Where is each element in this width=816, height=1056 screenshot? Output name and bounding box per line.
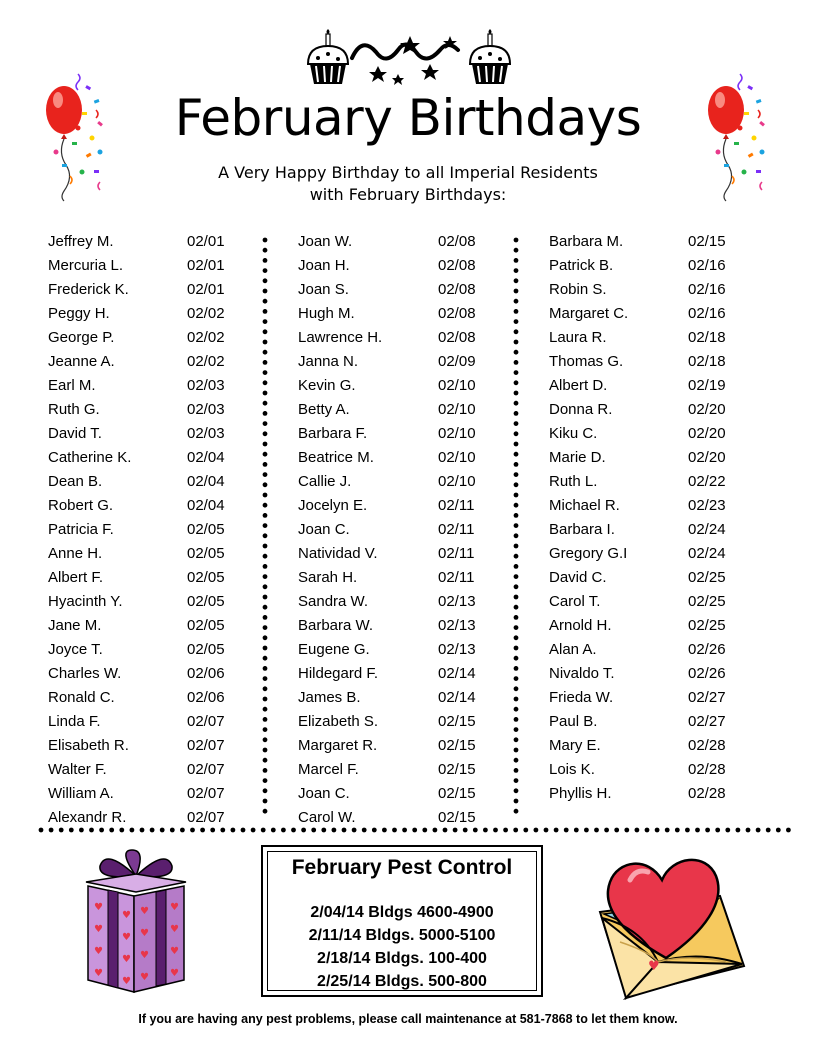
birthday-row (549, 710, 739, 734)
birthday-row (48, 398, 238, 422)
birthday-row (48, 446, 238, 470)
birthday-date: 02/05 (187, 569, 225, 586)
birthday-name: Barbara I. (549, 521, 615, 538)
birthday-name: Carol W. (298, 809, 356, 826)
subtitle (0, 162, 816, 206)
birthday-row (549, 398, 739, 422)
birthday-name: Ronald C. (48, 689, 115, 706)
birthday-row (48, 302, 238, 326)
birthday-name: Jocelyn E. (298, 497, 368, 514)
birthday-date: 02/10 (438, 401, 476, 418)
birthday-row (298, 734, 488, 758)
birthday-date: 02/28 (688, 761, 726, 778)
birthday-name: Joan C. (298, 785, 350, 802)
birthday-name: Sarah H. (298, 569, 358, 586)
birthday-row (298, 470, 488, 494)
birthday-date: 02/23 (688, 497, 726, 514)
birthday-row (298, 662, 488, 686)
birthday-row (48, 758, 238, 782)
birthday-date: 02/03 (187, 425, 225, 442)
birthday-row (48, 470, 238, 494)
birthday-row (48, 422, 238, 446)
birthday-row (549, 518, 739, 542)
birthday-name: Ruth G. (48, 401, 100, 418)
birthday-date: 02/02 (187, 305, 225, 322)
birthday-name: Sandra W. (298, 593, 369, 610)
birthday-name: Elizabeth S. (298, 713, 379, 730)
heart-envelope-icon (586, 846, 756, 1002)
pest-control-title: February Pest Control (291, 856, 513, 879)
birthday-name: Donna R. (549, 401, 613, 418)
birthday-date: 02/15 (438, 785, 476, 802)
birthday-row (298, 350, 488, 374)
svg-text:♥: ♥ (122, 954, 131, 965)
birthday-name: Walter F. (48, 761, 107, 778)
cupcakes-stars-icon (300, 28, 516, 94)
birthday-name: Hyacinth Y. (48, 593, 123, 610)
page-title: February Birthdays (174, 89, 642, 147)
birthday-column-1 (48, 230, 238, 830)
birthday-name: Peggy H. (48, 305, 110, 322)
birthday-name: Elisabeth R. (48, 737, 129, 754)
birthday-date: 02/18 (688, 353, 726, 370)
birthday-name: Natividad V. (298, 545, 378, 562)
birthday-row (549, 566, 739, 590)
birthday-date: 02/16 (688, 305, 726, 322)
birthday-name: Michael R. (549, 497, 620, 514)
svg-text:♥: ♥ (170, 968, 179, 979)
pest-control-inner-border (267, 851, 537, 991)
footer-note: If you are having any pest problems, please call maintenance at 581-7868 to let them know. (138, 1012, 678, 1026)
birthday-date: 02/28 (688, 737, 726, 754)
birthday-name: Eugene G. (298, 641, 370, 658)
birthday-row (48, 230, 238, 254)
birthday-date: 02/24 (688, 521, 726, 538)
birthday-name: Barbara M. (549, 233, 624, 250)
birthday-date: 02/04 (187, 473, 225, 490)
pest-control-line: 2/11/14 Bldgs. 5000-5100 (308, 927, 496, 944)
birthday-row (549, 542, 739, 566)
birthday-date: 02/09 (438, 353, 476, 370)
birthday-name: William A. (48, 785, 114, 802)
birthday-date: 02/10 (438, 377, 476, 394)
birthday-date: 02/16 (688, 281, 726, 298)
birthday-row (549, 590, 739, 614)
birthday-name: Earl M. (48, 377, 96, 394)
birthday-name: Marcel F. (298, 761, 359, 778)
birthday-date: 02/11 (438, 521, 475, 538)
birthday-name: Hugh M. (298, 305, 355, 322)
svg-text:♥: ♥ (94, 902, 103, 913)
birthday-row (549, 326, 739, 350)
birthday-row (549, 470, 739, 494)
birthday-row (549, 278, 739, 302)
birthday-row (549, 662, 739, 686)
birthday-name: Margaret R. (298, 737, 378, 754)
birthday-row (298, 782, 488, 806)
birthday-date: 02/06 (187, 689, 225, 706)
birthday-date: 02/05 (187, 617, 225, 634)
birthday-date: 02/07 (187, 713, 225, 730)
birthday-name: Jane M. (48, 617, 102, 634)
birthday-date: 02/03 (187, 377, 225, 394)
birthday-name: Patrick B. (549, 257, 614, 274)
birthday-name: Dean B. (48, 473, 103, 490)
birthday-name: Joan W. (298, 233, 353, 250)
birthday-name: Albert D. (549, 377, 608, 394)
birthday-date: 02/01 (187, 281, 225, 298)
section-divider (38, 827, 798, 833)
birthday-name: George P. (48, 329, 115, 346)
birthday-date: 02/25 (688, 569, 726, 586)
birthday-row (298, 446, 488, 470)
birthday-date: 02/02 (187, 353, 225, 370)
birthday-row (549, 614, 739, 638)
birthday-date: 02/03 (187, 401, 225, 418)
birthday-date: 02/27 (688, 713, 726, 730)
birthday-name: Barbara W. (298, 617, 374, 634)
birthday-row (298, 566, 488, 590)
birthday-date: 02/07 (187, 761, 225, 778)
birthday-row (298, 590, 488, 614)
birthday-name: Kevin G. (298, 377, 356, 394)
svg-text:♥: ♥ (648, 959, 660, 974)
birthday-date: 02/26 (688, 641, 726, 658)
birthday-date: 02/13 (438, 641, 476, 658)
birthday-row (549, 638, 739, 662)
birthday-row (48, 662, 238, 686)
birthday-date: 02/25 (688, 617, 726, 634)
svg-text:♥: ♥ (94, 924, 103, 935)
birthday-name: Robert G. (48, 497, 114, 514)
birthday-name: Linda F. (48, 713, 101, 730)
birthday-name: Nivaldo T. (549, 665, 615, 682)
birthday-date: 02/06 (187, 665, 225, 682)
birthday-row (298, 614, 488, 638)
svg-text:♥: ♥ (140, 928, 149, 939)
birthday-row (298, 542, 488, 566)
birthday-date: 02/14 (438, 689, 476, 706)
birthday-row (48, 710, 238, 734)
birthday-name: Patricia F. (48, 521, 114, 538)
birthday-row (48, 614, 238, 638)
birthday-name: Mercuria L. (48, 257, 124, 274)
column-divider (262, 237, 268, 817)
birthday-name: Joan C. (298, 521, 350, 538)
birthday-name: Anne H. (48, 545, 103, 562)
birthday-row (298, 686, 488, 710)
pest-control-box (261, 845, 543, 997)
birthday-date: 02/19 (688, 377, 726, 394)
birthday-date: 02/20 (688, 425, 726, 442)
birthday-date: 02/26 (688, 665, 726, 682)
svg-text:♥: ♥ (170, 902, 179, 913)
birthday-date: 02/15 (438, 809, 476, 826)
birthday-row (298, 398, 488, 422)
svg-text:♥: ♥ (170, 924, 179, 935)
birthday-row (549, 686, 739, 710)
birthday-name: Ruth L. (549, 473, 598, 490)
birthday-row (48, 518, 238, 542)
birthday-date: 02/15 (438, 761, 476, 778)
birthday-row (48, 782, 238, 806)
birthday-name: Laura R. (549, 329, 607, 346)
birthday-name: Catherine K. (48, 449, 132, 466)
birthday-row (298, 302, 488, 326)
birthday-date: 02/14 (438, 665, 476, 682)
birthday-date: 02/11 (438, 569, 475, 586)
birthday-date: 02/07 (187, 737, 225, 754)
birthday-row (48, 686, 238, 710)
birthday-date: 02/15 (438, 713, 476, 730)
birthday-row (549, 230, 739, 254)
birthday-name: Beatrice M. (298, 449, 374, 466)
birthday-date: 02/10 (438, 473, 476, 490)
birthday-date: 02/18 (688, 329, 726, 346)
birthday-date: 02/13 (438, 593, 476, 610)
birthday-date: 02/08 (438, 281, 476, 298)
birthday-name: Frederick K. (48, 281, 129, 298)
column-divider (513, 237, 519, 817)
birthday-date: 02/05 (187, 545, 225, 562)
birthday-row (48, 734, 238, 758)
svg-text:♥: ♥ (122, 910, 131, 921)
birthday-name: Thomas G. (549, 353, 624, 370)
birthday-date: 02/04 (187, 449, 225, 466)
birthday-name: Lois K. (549, 761, 595, 778)
birthday-name: David T. (48, 425, 102, 442)
pest-control-line: 2/25/14 Bldgs. 500-800 (317, 973, 487, 990)
birthday-date: 02/16 (688, 257, 726, 274)
birthday-name: Alexandr R. (48, 809, 127, 826)
birthday-row (48, 254, 238, 278)
birthday-row (48, 326, 238, 350)
pest-control-line: 2/18/14 Bldgs. 100-400 (317, 950, 487, 967)
birthday-row (549, 422, 739, 446)
svg-text:♥: ♥ (170, 946, 179, 957)
birthday-date: 02/20 (688, 401, 726, 418)
birthday-name: Marie D. (549, 449, 606, 466)
birthday-date: 02/04 (187, 497, 225, 514)
birthday-row (298, 710, 488, 734)
birthday-row (549, 350, 739, 374)
birthday-row (549, 374, 739, 398)
birthday-date: 02/07 (187, 809, 225, 826)
birthday-row (549, 734, 739, 758)
svg-text:♥: ♥ (122, 932, 131, 943)
birthday-row (549, 302, 739, 326)
birthday-row (48, 494, 238, 518)
birthday-row (48, 638, 238, 662)
birthday-name: Janna N. (298, 353, 359, 370)
birthday-name: Paul B. (549, 713, 598, 730)
birthday-row (48, 566, 238, 590)
birthday-name: Barbara F. (298, 425, 368, 442)
birthday-date: 02/05 (187, 521, 225, 538)
birthday-name: Kiku C. (549, 425, 598, 442)
birthday-row (298, 422, 488, 446)
birthday-date: 02/11 (438, 497, 475, 514)
svg-text:♥: ♥ (122, 976, 131, 987)
birthday-name: Callie J. (298, 473, 352, 490)
birthday-date: 02/10 (438, 425, 476, 442)
birthday-name: Margaret C. (549, 305, 629, 322)
birthday-date: 02/08 (438, 305, 476, 322)
birthday-name: Arnold H. (549, 617, 612, 634)
birthday-name: Jeffrey M. (48, 233, 114, 250)
birthday-row (298, 374, 488, 398)
birthday-date: 02/07 (187, 785, 225, 802)
birthday-row (48, 278, 238, 302)
birthday-row (549, 494, 739, 518)
birthday-name: Alan A. (549, 641, 597, 658)
birthday-date: 02/28 (688, 785, 726, 802)
birthday-row (549, 782, 739, 806)
birthday-date: 02/01 (187, 257, 225, 274)
birthday-date: 02/10 (438, 449, 476, 466)
svg-text:♥: ♥ (94, 946, 103, 957)
birthday-date: 02/25 (688, 593, 726, 610)
subtitle-line-1: A Very Happy Birthday to all Imperial Residents (218, 163, 598, 182)
birthday-name: Betty A. (298, 401, 350, 418)
birthday-row (298, 494, 488, 518)
svg-text:♥: ♥ (140, 906, 149, 917)
birthday-name: Carol T. (549, 593, 601, 610)
birthday-date: 02/01 (187, 233, 225, 250)
birthday-name: Joan H. (298, 257, 350, 274)
birthday-date: 02/05 (187, 641, 225, 658)
birthday-name: Robin S. (549, 281, 607, 298)
birthday-name: Joyce T. (48, 641, 103, 658)
svg-text:♥: ♥ (140, 972, 149, 983)
birthday-date: 02/11 (438, 545, 475, 562)
birthday-row (48, 374, 238, 398)
svg-text:♥: ♥ (140, 950, 149, 961)
birthday-name: James B. (298, 689, 361, 706)
birthday-name: David C. (549, 569, 607, 586)
pest-control-line: 2/04/14 Bldgs 4600-4900 (310, 904, 494, 921)
birthday-name: Joan S. (298, 281, 349, 298)
svg-text:♥: ♥ (94, 968, 103, 979)
birthday-column-3 (549, 230, 739, 806)
birthday-date: 02/08 (438, 233, 476, 250)
birthday-date: 02/08 (438, 257, 476, 274)
birthday-name: Lawrence H. (298, 329, 383, 346)
birthday-date: 02/02 (187, 329, 225, 346)
birthday-row (298, 230, 488, 254)
birthday-date: 02/20 (688, 449, 726, 466)
birthday-name: Charles W. (48, 665, 122, 682)
subtitle-line-2: with February Birthdays: (309, 185, 507, 204)
birthday-name: Phyllis H. (549, 785, 612, 802)
birthday-name: Jeanne A. (48, 353, 115, 370)
birthday-name: Frieda W. (549, 689, 614, 706)
birthday-row (549, 254, 739, 278)
birthday-name: Albert F. (48, 569, 104, 586)
birthday-date: 02/27 (688, 689, 726, 706)
birthday-date: 02/05 (187, 593, 225, 610)
birthday-date: 02/13 (438, 617, 476, 634)
birthday-date: 02/15 (438, 737, 476, 754)
birthday-date: 02/24 (688, 545, 726, 562)
birthday-row (48, 350, 238, 374)
birthday-row (549, 758, 739, 782)
birthday-row (298, 254, 488, 278)
birthday-date: 02/08 (438, 329, 476, 346)
birthday-row (48, 590, 238, 614)
birthday-row (298, 326, 488, 350)
birthday-row (298, 758, 488, 782)
birthday-name: Mary E. (549, 737, 601, 754)
birthday-row (298, 638, 488, 662)
birthday-date: 02/15 (688, 233, 726, 250)
birthday-name: Hildegard F. (298, 665, 379, 682)
gift-box-icon (80, 848, 192, 996)
birthday-row (549, 446, 739, 470)
birthday-row (48, 542, 238, 566)
birthday-name: Gregory G.I (549, 545, 628, 562)
birthday-column-2 (298, 230, 488, 830)
birthday-row (298, 278, 488, 302)
birthday-row (298, 518, 488, 542)
birthday-date: 02/22 (688, 473, 726, 490)
